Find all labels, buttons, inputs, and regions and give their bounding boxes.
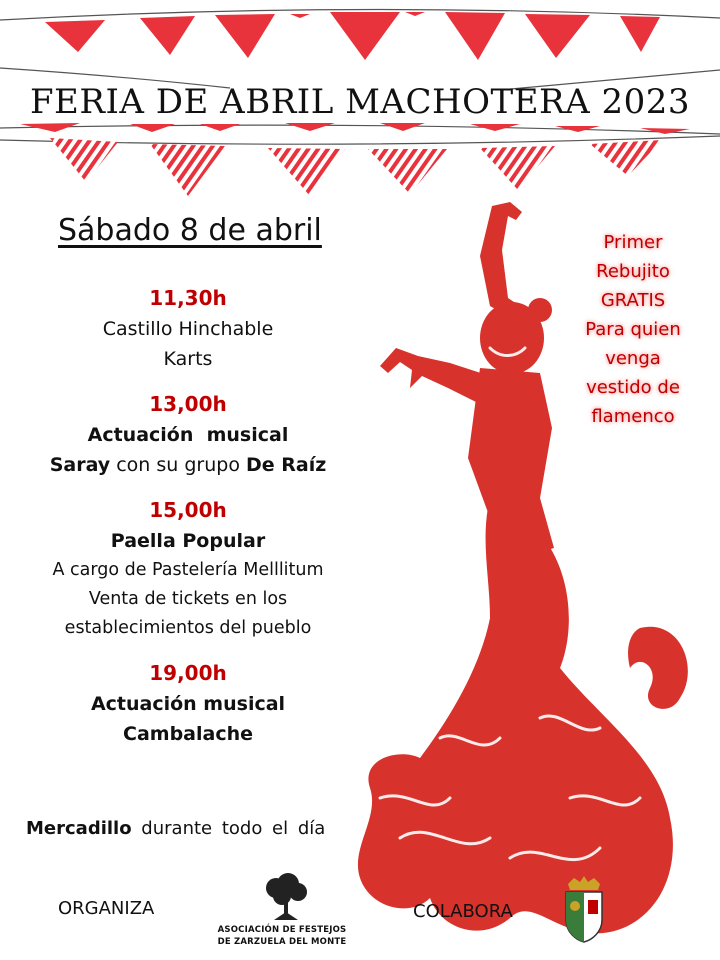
promo-line: venga (605, 348, 661, 369)
event-item (28, 657, 348, 749)
association-name (214, 924, 350, 948)
promo-rebujito (568, 228, 698, 431)
promo-line: vestido de (586, 377, 680, 398)
event-item (28, 388, 348, 480)
event-line: establecimientos del pueblo (64, 618, 312, 638)
top-flags (45, 12, 660, 60)
promo-line: Para quien (585, 319, 681, 340)
event-item (28, 494, 348, 643)
poster-title: FERIA DE ABRIL MACHOTERA 2023 (29, 82, 691, 122)
event-line: Cambalache (123, 723, 253, 745)
event-date: Sábado 8 de abril (58, 213, 322, 248)
promo-line: flamenco (591, 406, 675, 427)
event-time: 19,00h (149, 661, 227, 685)
program-schedule (28, 282, 348, 763)
event-line-performers (28, 450, 348, 480)
association-name-line: DE ZARZUELA DEL MONTE (217, 937, 347, 947)
striped-flags (50, 138, 662, 196)
event-time: 13,00h (149, 392, 227, 416)
event-line: Actuación musical (90, 693, 286, 715)
event-line: Venta de tickets en los (88, 589, 288, 609)
organiza-label: ORGANIZA (58, 898, 155, 919)
association-tree-logo (250, 872, 320, 922)
event-line: Paella Popular (110, 530, 266, 552)
performer-name: Saray (49, 454, 111, 476)
event-line: Actuación musical (87, 424, 289, 446)
market-note (26, 818, 325, 839)
event-time: 11,30h (149, 286, 227, 310)
promo-line: Primer (603, 232, 663, 253)
event-time: 15,00h (149, 498, 227, 522)
market-text: durante todo el día (131, 818, 326, 839)
event-line: A cargo de Pastelería Melllitum (52, 560, 324, 580)
performer-connector: con su grupo (110, 454, 246, 476)
group-name: De Raíz (246, 454, 327, 476)
promo-line: Rebujito (596, 261, 670, 282)
municipal-coat-of-arms-icon (560, 874, 608, 944)
promo-line: GRATIS (600, 290, 666, 311)
market-label: Mercadillo (26, 818, 132, 839)
event-line: Castillo Hinchable (102, 318, 274, 340)
colabora-label: COLABORA (413, 901, 513, 922)
event-line: Karts (163, 348, 213, 370)
event-item (28, 282, 348, 374)
association-name-line: ASOCIACIÓN DE FESTEJOS (217, 925, 347, 935)
